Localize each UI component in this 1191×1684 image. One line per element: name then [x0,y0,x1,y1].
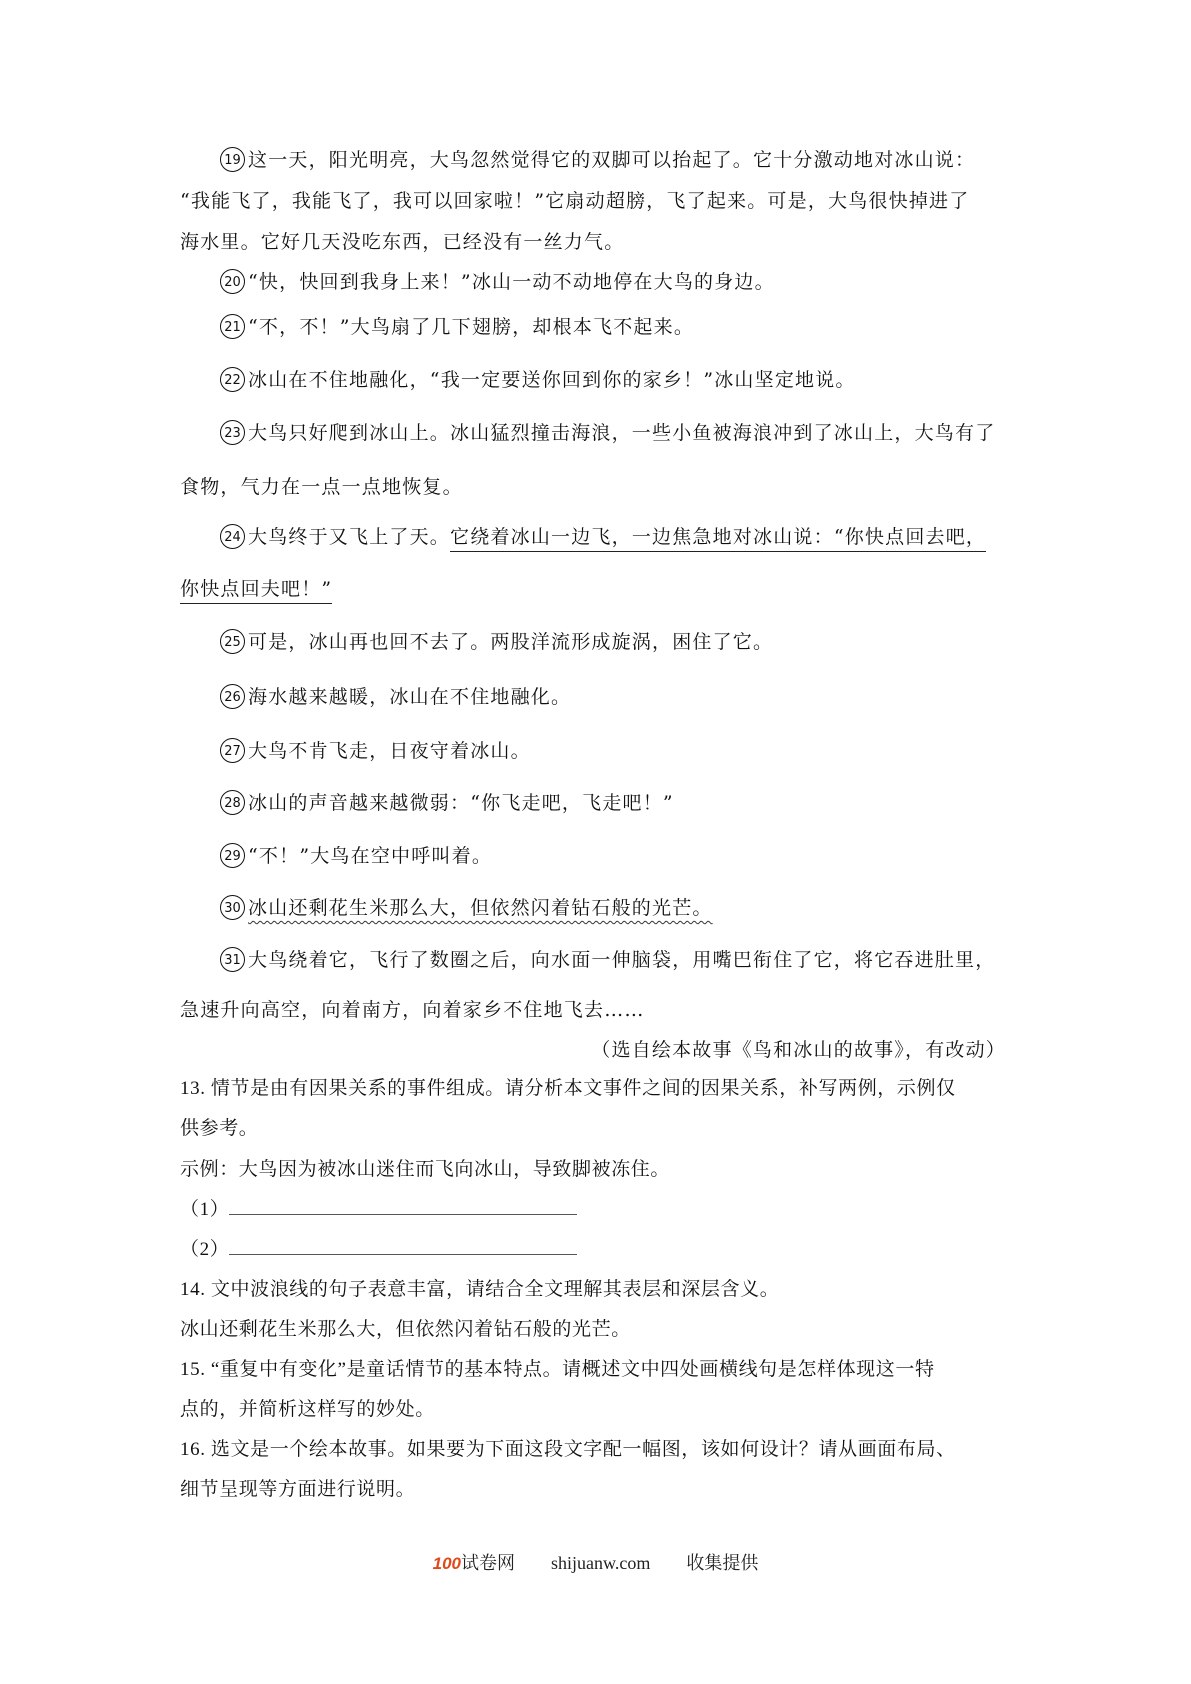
paragraph-number: 20 [220,269,245,294]
paragraph-19-line-3: 海水里。它好几天没吃东西，已经没有一丝力气。 [180,231,625,253]
paragraph-24-line-1: 24 大鸟终于又飞上了天。它绕着冰山一边飞，一边焦急地对冰山说：“你快点回去吧， [220,523,986,551]
paragraph-number: 23 [220,420,245,445]
paragraph-number: 25 [220,629,245,654]
question-13-line-2: 供参考。 [180,1118,259,1139]
site-domain[interactable]: shijuanw.com [551,1553,651,1573]
paragraph-22: 22 冰山在不住地融化，“我一定要送你回到你的家乡！”冰山坚定地说。 [220,366,856,394]
paragraph-30 [220,894,713,922]
paragraph-number: 31 [220,947,245,972]
paragraph-23-line-2: 食物，气力在一点一点地恢复。 [180,476,463,498]
paragraph-29: 29 “不！”大鸟在空中呼叫着。 [220,842,492,870]
paragraph-number: 30 [220,895,245,920]
paragraph-number: 19 [220,147,245,172]
underlined-sentence: 你快点回夫吧！” [180,578,332,604]
question-13-example: 示例：大鸟因为被冰山迷住而飞向冰山，导致脚被冻住。 [180,1159,671,1180]
paragraph-number: 24 [220,524,245,549]
question-15-line-1: 15. “重复中有变化”是童话情节的基本特点。请概述文中四处画横线句是怎样体现这一特 [180,1359,935,1380]
answer-line[interactable] [229,1236,577,1255]
paragraph-26: 26 海水越来越暖，冰山在不住地融化。 [220,683,571,711]
paragraph-28: 28 冰山的声音越来越微弱：“你飞走吧，飞走吧！” [220,789,674,817]
site-logo: 100 [432,1554,462,1573]
paragraph-27: 27 大鸟不肯飞走，日夜守着冰山。 [220,737,531,765]
footer-note: 收集提供 [686,1553,759,1573]
paragraph-number: 22 [220,367,245,392]
answer-line[interactable] [229,1196,577,1215]
paragraph-number: 28 [220,790,245,815]
answer-blank-1: （1） [180,1196,577,1224]
paragraph-20: 20 “快，快回到我身上来！”冰山一动不动地停在大鸟的身边。 [220,268,775,296]
question-16-line-1: 16. 选文是一个绘本故事。如果要为下面这段文字配一幅图，该如何设计？请从画面布局、 [180,1439,956,1460]
question-13-line-1: 13. 情节是由有因果关系的事件组成。请分析本文事件之间的因果关系，补写两例，示例仅 [180,1078,956,1099]
question-14-quote: 冰山还剩花生米那么大，但依然闪着钻石般的光芒。 [180,1319,631,1340]
answer-blank-2: （2） [180,1236,577,1264]
paragraph-number: 27 [220,738,245,763]
paragraph-31-line-1: 31 大鸟绕着它，飞行了数圈之后，向水面一伸脑袋，用嘴巴衔住了它，将它吞进肚里， [220,946,995,974]
question-16-line-2: 细节呈现等方面进行说明。 [180,1479,416,1500]
question-14: 14. 文中波浪线的句子表意丰富，请结合全文理解其表层和深层含义。 [180,1279,780,1300]
paragraph-24-line-2 [180,575,332,603]
site-name: 试卷网 [461,1553,516,1573]
paragraph-19-line-1: 19 这一天，阳光明亮，大鸟忽然觉得它的双脚可以抬起了。它十分激动地对冰山说： [220,146,975,174]
paragraph-31-line-2: 急速升向高空，向着南方，向着家乡不住地飞去…… [180,999,645,1021]
paragraph-21: 21 “不，不！”大鸟扇了几下翅膀，却根本飞不起来。 [220,313,694,341]
paragraph-19-line-2: “我能飞了，我能飞了，我可以回家啦！”它扇动超膀，飞了起来。可是，大鸟很快掉进了 [180,190,970,212]
source-citation: （选自绘本故事《鸟和冰山的故事》，有改动） [591,1039,1006,1061]
underlined-sentence: 它绕着冰山一边飞，一边焦急地对冰山说：“你快点回去吧， [450,526,986,552]
paragraph-number: 29 [220,843,245,868]
question-15-line-2: 点的，并简析这样写的妙处。 [180,1399,435,1420]
wavy-underlined-sentence: 冰山还剩花生米那么大，但依然闪着钻石般的光芒。 [248,897,713,919]
paragraph-number: 26 [220,684,245,709]
paragraph-number: 21 [220,314,245,339]
paragraph-23-line-1: 23 大鸟只好爬到冰山上。冰山猛烈撞击海浪，一些小鱼被海浪冲到了冰山上，大鸟有了 [220,419,995,447]
paragraph-25: 25 可是，冰山再也回不去了。两股洋流形成旋涡，困住了它。 [220,628,773,656]
page-footer [0,1549,1191,1575]
